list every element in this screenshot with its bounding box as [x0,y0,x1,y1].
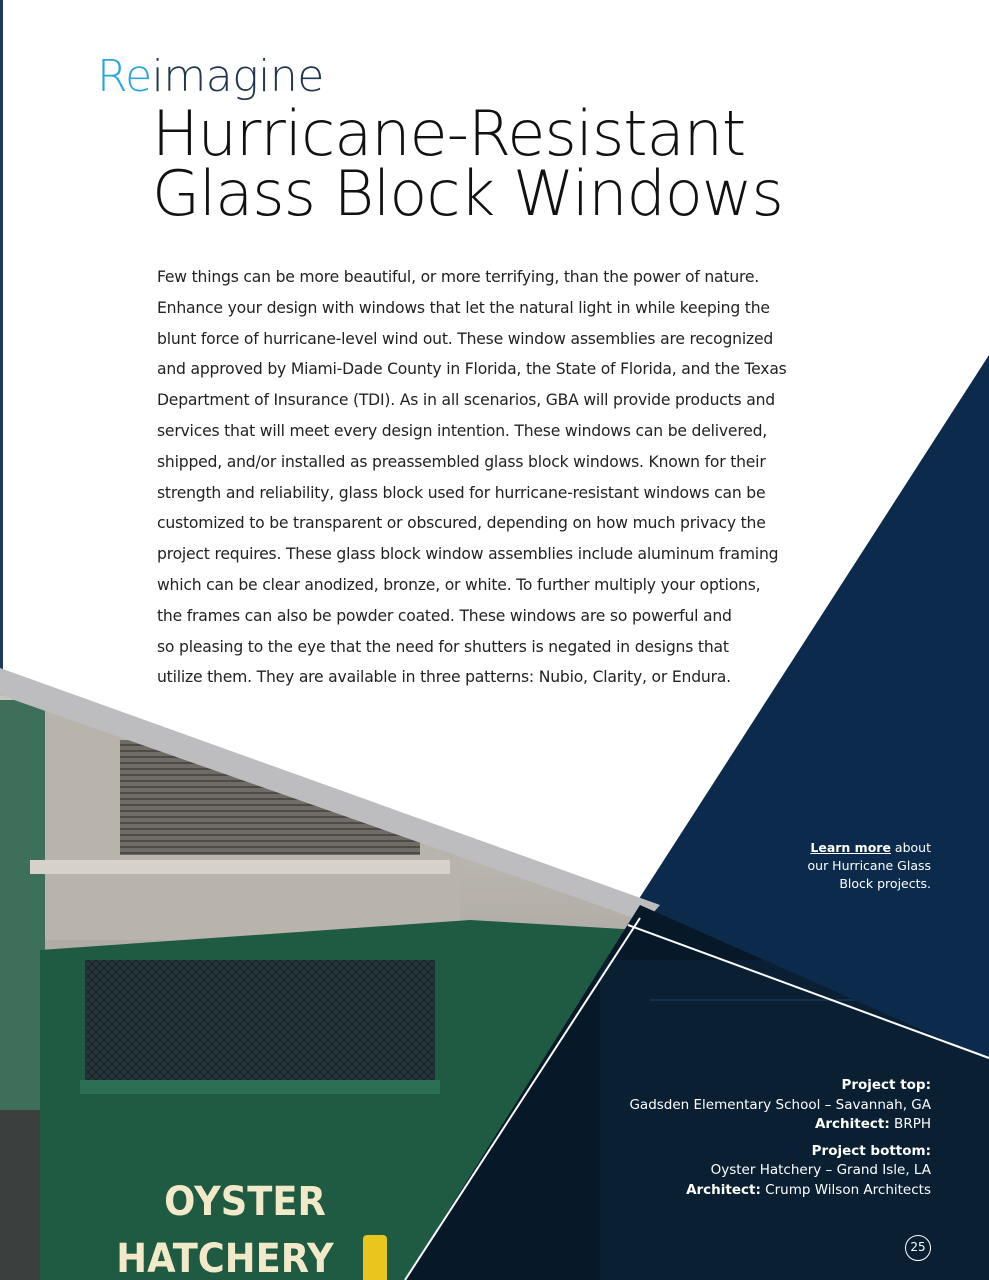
body-line: utilize them. They are available in three patterns: Nubio, Clarity, or Endura. [157,668,731,687]
body-line: Enhance your design with windows that let the natural light in while keeping the [157,298,770,317]
project-bottom-label: Project bottom: [811,1142,931,1159]
project-bottom-architect-name: Crump Wilson Architects [760,1181,931,1198]
project-bottom-architect-label: Architect: [686,1181,761,1198]
learn-more-link[interactable]: Learn more [810,840,891,855]
body-line: so pleasing to the eye that the need for shutters is negated in designs that [157,637,729,656]
body-line: strength and reliability, glass block used for hurricane-resistant windows can be [157,483,766,502]
kicker-rest: imagine [151,51,324,102]
page-title [152,97,872,230]
page-number: 25 [905,1235,931,1261]
body-line: Department of Insurance (TDI). As in all scenarios, GBA will provide products and [157,391,775,410]
body-line: blunt force of hurricane-level wind out. These window assemblies are recognized [157,329,774,348]
project-top-name: Gadsden Elementary School – Savannah, GA [629,1096,931,1113]
body-line: customized to be transparent or obscured, depending on how much privacy the [157,514,766,533]
heading-kicker [97,50,324,104]
kicker-accent: Re [97,51,152,102]
body-line: services that will meet every design intention. These windows can be delivered, [157,421,768,440]
body-line: which can be clear anodized, bronze, or white. To further multiply your options, [157,575,761,594]
learn-more-line-1 [731,839,931,857]
photo-sign-line1: OYSTER [164,1178,326,1226]
title-line-2: Glass Block Windows [152,157,783,230]
photo-sign-line2: HATCHERY [116,1235,334,1280]
project-bottom-credit [511,1142,931,1201]
body-line: shipped, and/or installed as preassembled glass block windows. Known for their [157,452,766,471]
title-line-1: Hurricane-Resistant [152,97,746,170]
learn-more-line-3: Block projects. [839,876,931,891]
body-paragraph [157,262,837,693]
learn-more-about: about [890,840,931,855]
body-line: project requires. These glass block window assemblies include aluminum framing [157,545,779,564]
body-line: the frames can also be powder coated. These windows are so powerful and [157,606,732,625]
project-bottom-name: Oyster Hatchery – Grand Isle, LA [710,1162,931,1178]
learn-more-callout [731,839,931,893]
project-top-credit [511,1076,931,1135]
project-top-architect-label: Architect: [814,1116,890,1132]
project-top-architect-name: BRPH [889,1116,931,1132]
body-line: Few things can be more beautiful, or more terrifying, than the power of nature. [157,268,760,286]
project-credits [511,1076,931,1207]
project-top-label: Project top: [841,1077,931,1093]
learn-more-line-2: our Hurricane Glass [807,858,931,873]
body-line: and approved by Miami-Dade County in Florida, the State of Florida, and the Texas [157,360,787,379]
